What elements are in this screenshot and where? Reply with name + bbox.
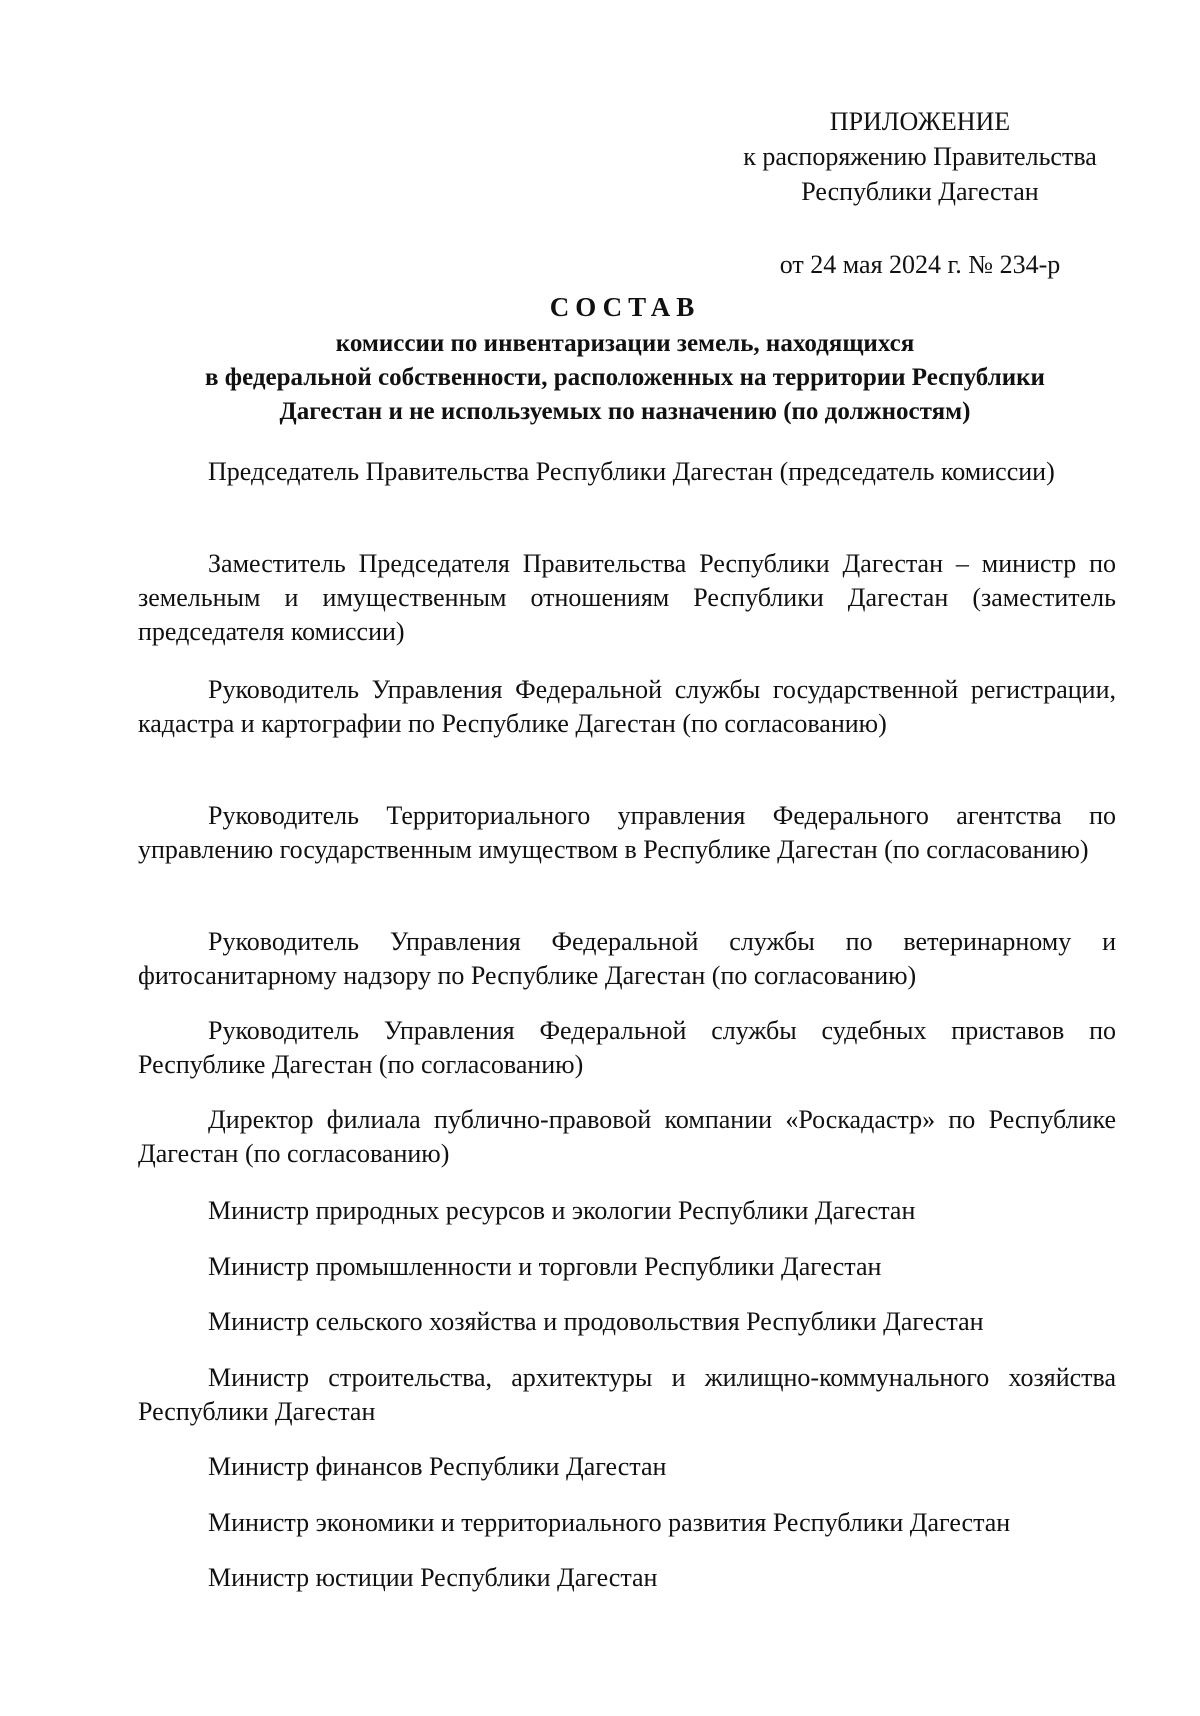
order-date: от 24 мая 2024 г. № 234-р [779, 250, 1061, 279]
member-entry: Заместитель Председателя Правительства Республики Дагестан – министр по земельным и имущественным отношениям Республики Дагестан (заместитель председателя комиссии) [138, 549, 1116, 646]
member-entry: Министр юстиции Республики Дагестан [208, 1563, 658, 1592]
member-entry: Руководитель Управления Федеральной службы государственной регистрации, кадастра и картографии по Республике Дагестан (по согласованию) [138, 675, 1116, 738]
member-entry: Руководитель Управления Федеральной службы по ветеринарному и фитосанитарному надзору по Республике Дагестан (по согласованию) [138, 927, 1116, 990]
member-entry: Министр финансов Республики Дагестан [208, 1452, 667, 1481]
appendix-line-3: Республики Дагестан [801, 177, 1039, 206]
member-entry: Руководитель Управления Федеральной службы судебных приставов по Республике Дагестан (по согласованию) [138, 1016, 1116, 1079]
member-entry: Руководитель Территориального управления Федерального агентства по управлению государственным имуществом в Республике Дагестан (по согласованию) [138, 801, 1116, 864]
member-entry: Министр сельского хозяйства и продовольствия Республики Дагестан [208, 1307, 984, 1336]
member-entry: Директор филиала публично-правовой компании «Роскадастр» по Республике Дагестан (по согласованию) [138, 1105, 1116, 1168]
member-entry: Председатель Правительства Республики Дагестан (председатель комиссии) [208, 457, 1055, 486]
member-entry: Министр природных ресурсов и экологии Республики Дагестан [208, 1196, 916, 1225]
member-entry: Министр строительства, архитектуры и жилищно-коммунального хозяйства Республики Дагестан [138, 1363, 1116, 1426]
member-entry: Министр промышленности и торговли Республики Дагестан [208, 1252, 882, 1281]
subtitle-line-2: в федеральной собственности, расположенных на территории Республики [205, 364, 1045, 391]
member-entry: Министр экономики и территориального развития Республики Дагестан [208, 1508, 1011, 1537]
document-subtitle [130, 327, 1120, 429]
appendix-label: ПРИЛОЖЕНИЕ [829, 107, 1011, 136]
appendix-line-2: к распоряжению Правительства [743, 142, 1097, 171]
appendix-header [700, 104, 1140, 209]
subtitle-line-1: комиссии по инвентаризации земель, находящихся [335, 330, 915, 357]
document-title: СОСТАВ [549, 292, 701, 322]
subtitle-line-3: Дагестан и не используемых по назначению (по должностям) [279, 398, 971, 425]
